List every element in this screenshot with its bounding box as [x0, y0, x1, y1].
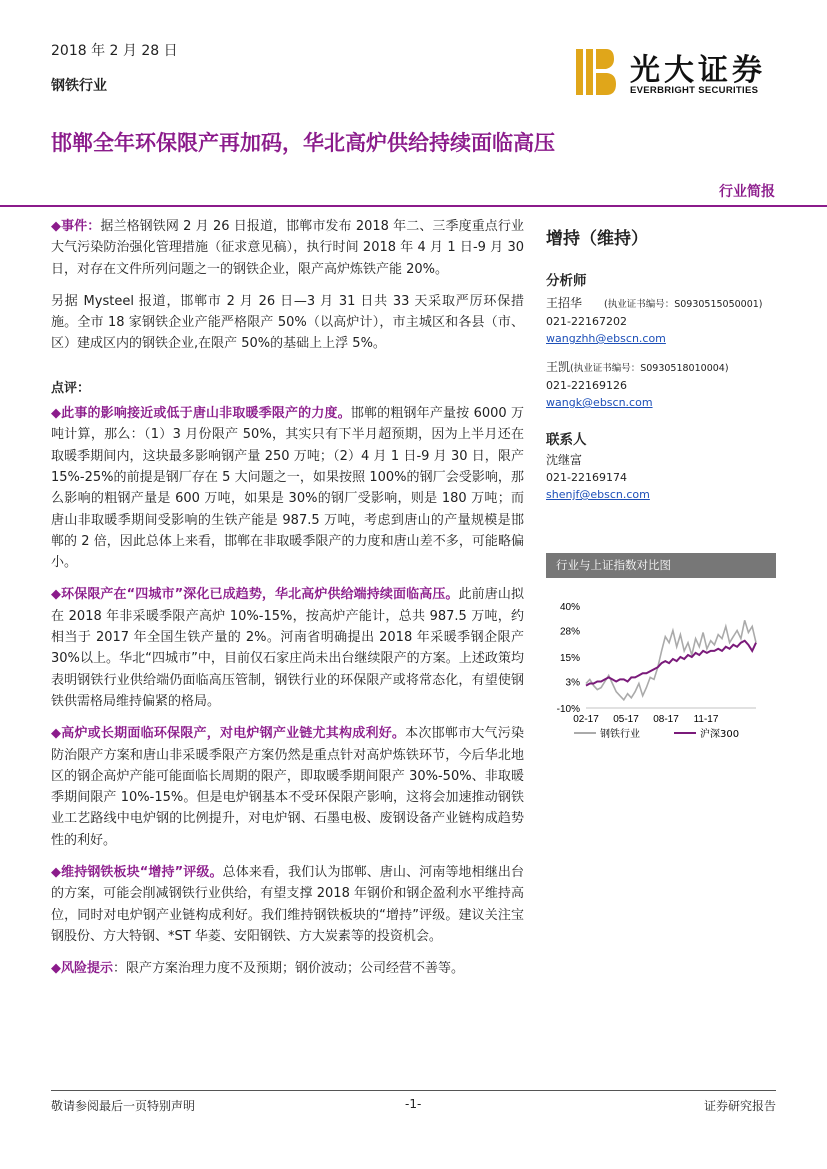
- point-text-3: 本次邯郸市大气污染防治限产方案和唐山非采暖季限产方案仍然是重点针对高炉炼铁环节，今后华北地区的钢企高炉产能可能面临长周期的限产，即取暖季期间限产 30%-50%、非取暖季期间限产 10%-15%。但是电炉钢基本不受环保限产影响，这将会加速推动钢铁业工艺路线中电炉钢的比例提升，对电炉钢、石墨电极、废钢设备产业链构成趋势性的利好。: [51, 726, 524, 848]
- analyst-2: [546, 359, 778, 411]
- analyst-section-title: 分析师: [546, 273, 587, 289]
- point-text-1: 邯郸的粗钢年产量按 6000 万吨计算，那么：（1）3 月份限产 50%，其实只有下半月超预期，因为上半月还在取暖季期间内，这块最多影响钢产量 250 万吨；（2）4 月 1 日-9 月 30 日，限产 15%-25%的前提是钢厂存在 5 大问题之一，如果按照 100%的钢厂会受影响，那么影响的粗钢产量是 600 万吨，如果是 30%的钢厂受影响，则是 180 万吨；而唐山非取暖季期间受影响的生铁产能是 987.5 万吨，考虑到唐山的产量规模是邯郸的 2 倍，因此总体上来看，邯郸在非取暖季限产的力度和唐山差不多，可能略偏小。: [51, 406, 525, 571]
- risk-label: ◆风险提示: [51, 961, 113, 977]
- mysteel-paragraph: 另据 Mysteel 报道，邯郸市 2 月 26 日—3 月 31 日共 33 天采取严厉环保措施。全市 18 家钢铁企业产能严格限产 50%（以高炉计），市主城区和各县（市、区）建成区内的钢铁企业,在限产 50%的基础上上浮 5%。: [51, 293, 524, 352]
- analyst-email-link[interactable]: wangk@ebscn.com: [546, 396, 653, 409]
- logo-english-name: EVERBRIGHT SECURITIES: [630, 85, 759, 96]
- event-paragraph: [51, 216, 524, 280]
- analyst-1: [546, 295, 778, 347]
- point-paragraph-3: [51, 723, 524, 851]
- footer-disclaimer: 敬请参阅最后一页特别声明: [51, 1099, 196, 1113]
- report-title: 邯郸全年环保限产再加码，华北高炉供给持续面临高压: [51, 131, 555, 155]
- main-content: [51, 216, 524, 980]
- analyst-cert: (执业证书编号：S0930518010004): [570, 363, 729, 374]
- point-paragraph-1: [51, 403, 524, 573]
- risk-text: ：限产方案治理力度不及预期；钢价波动；公司经营不善等。: [113, 961, 465, 977]
- series-line: [586, 641, 756, 686]
- sidebar: [546, 224, 778, 503]
- point-heading-4: ◆维持钢铁板块“增持”评级。: [51, 865, 223, 881]
- report-date: 2018 年 2 月 28 日: [51, 43, 178, 59]
- x-tick-label: 08-17: [653, 714, 679, 725]
- point-heading-3: ◆高炉或长期面临环保限产，对电炉钢产业链尤其构成利好。: [51, 726, 406, 742]
- point-heading-2: ◆环保限产在“四城市”深化已成趋势，华北高炉供给端持续面临高压。: [51, 587, 459, 603]
- x-tick-label: 11-17: [693, 714, 719, 725]
- point-paragraph-2: [51, 584, 524, 712]
- chart-title: 行业与上证指数对比图: [546, 553, 776, 578]
- comparison-chart: [546, 592, 778, 752]
- footer-report-kind: 证券研究报告: [703, 1099, 776, 1113]
- y-tick-label: 28%: [559, 626, 580, 638]
- everbright-logo-icon: [576, 49, 616, 95]
- x-tick-label: 02-17: [573, 714, 599, 725]
- point-paragraph-4: [51, 862, 524, 947]
- analyst-name: 王凯: [546, 360, 571, 374]
- point-text-2: 此前唐山拟在 2018 年非采暖季限产高炉 10%-15%，按高炉产能计，总共 987.5 万吨，约相当于 2017 年全国生铁产量的 2%。河南省明确提出 2018 年采暖季钢企限产 30%以上。华北“四城市”中，目前仅石家庄尚未出台继续限产的方案。上述政策均表明钢铁行业供给端仍面临高压管制，钢铁行业的环保限产或将常态化，有望使钢铁供需格局维持偏紧的格局。: [51, 587, 524, 709]
- contact-phone: 021-22169174: [546, 471, 627, 484]
- report-type: 行业简报: [719, 184, 775, 200]
- rating: 增持（维持）: [546, 229, 648, 249]
- y-tick-label: 40%: [559, 602, 580, 613]
- x-tick-label: 05-17: [613, 714, 639, 725]
- y-tick-label: 15%: [559, 653, 580, 664]
- risk-paragraph: [51, 958, 524, 979]
- point-text-4: 总体来看，我们认为邯郸、唐山、河南等地相继出台的方案，可能会削减钢铁行业供给，有望支撑 2018 年钢价和钢企盈利水平维持高位，同时对电炉钢产业链构成利好。我们维持钢铁板块的“增持”评级。建议关注宝钢股份、方大特钢、*ST 华菱、安阳钢铁、方大炭素等的投资机会。: [51, 865, 524, 944]
- comment-label: 点评：: [51, 380, 91, 396]
- logo-chinese-name: 光大证券: [630, 53, 766, 88]
- y-tick-label: -10%: [556, 704, 580, 715]
- contact-section-title: 联系人: [546, 432, 587, 448]
- analyst-cert: (执业证书编号：S0930515050001): [604, 299, 763, 310]
- analyst-email-link[interactable]: wangzhh@ebscn.com: [546, 332, 666, 345]
- legend-label: 钢铁行业: [600, 729, 640, 740]
- chart-svg: [546, 592, 778, 752]
- header-divider: [0, 205, 827, 207]
- company-logo: [576, 47, 776, 99]
- contact-email-link[interactable]: shenjf@ebscn.com: [546, 488, 650, 501]
- event-text: 据兰格钢铁网 2 月 26 日报道，邯郸市发布 2018 年二、三季度重点行业大气污染防治强化管理措施（征求意见稿），执行时间 2018 年 4 月 1 日-9 月 30 日，对存在文件所列问题之一的钢铁企业，限产高炉炼铁产能 20%。: [51, 219, 524, 277]
- sector-label: 钢铁行业: [51, 78, 107, 94]
- contact-person: [546, 452, 778, 503]
- legend-label: 沪深300: [700, 729, 740, 740]
- contact-name: 沈继富: [546, 453, 583, 467]
- page-number: -1-: [405, 1097, 422, 1111]
- analyst-name: 王招华: [546, 296, 583, 310]
- footer-divider: [51, 1090, 776, 1091]
- point-heading-1: ◆此事的影响接近或低于唐山非取暖季限产的力度。: [51, 406, 351, 422]
- event-label: ◆事件：: [51, 219, 101, 234]
- y-tick-label: 3%: [565, 677, 580, 689]
- analyst-phone: 021-22167202: [546, 315, 627, 328]
- analyst-phone: 021-22169126: [546, 379, 627, 392]
